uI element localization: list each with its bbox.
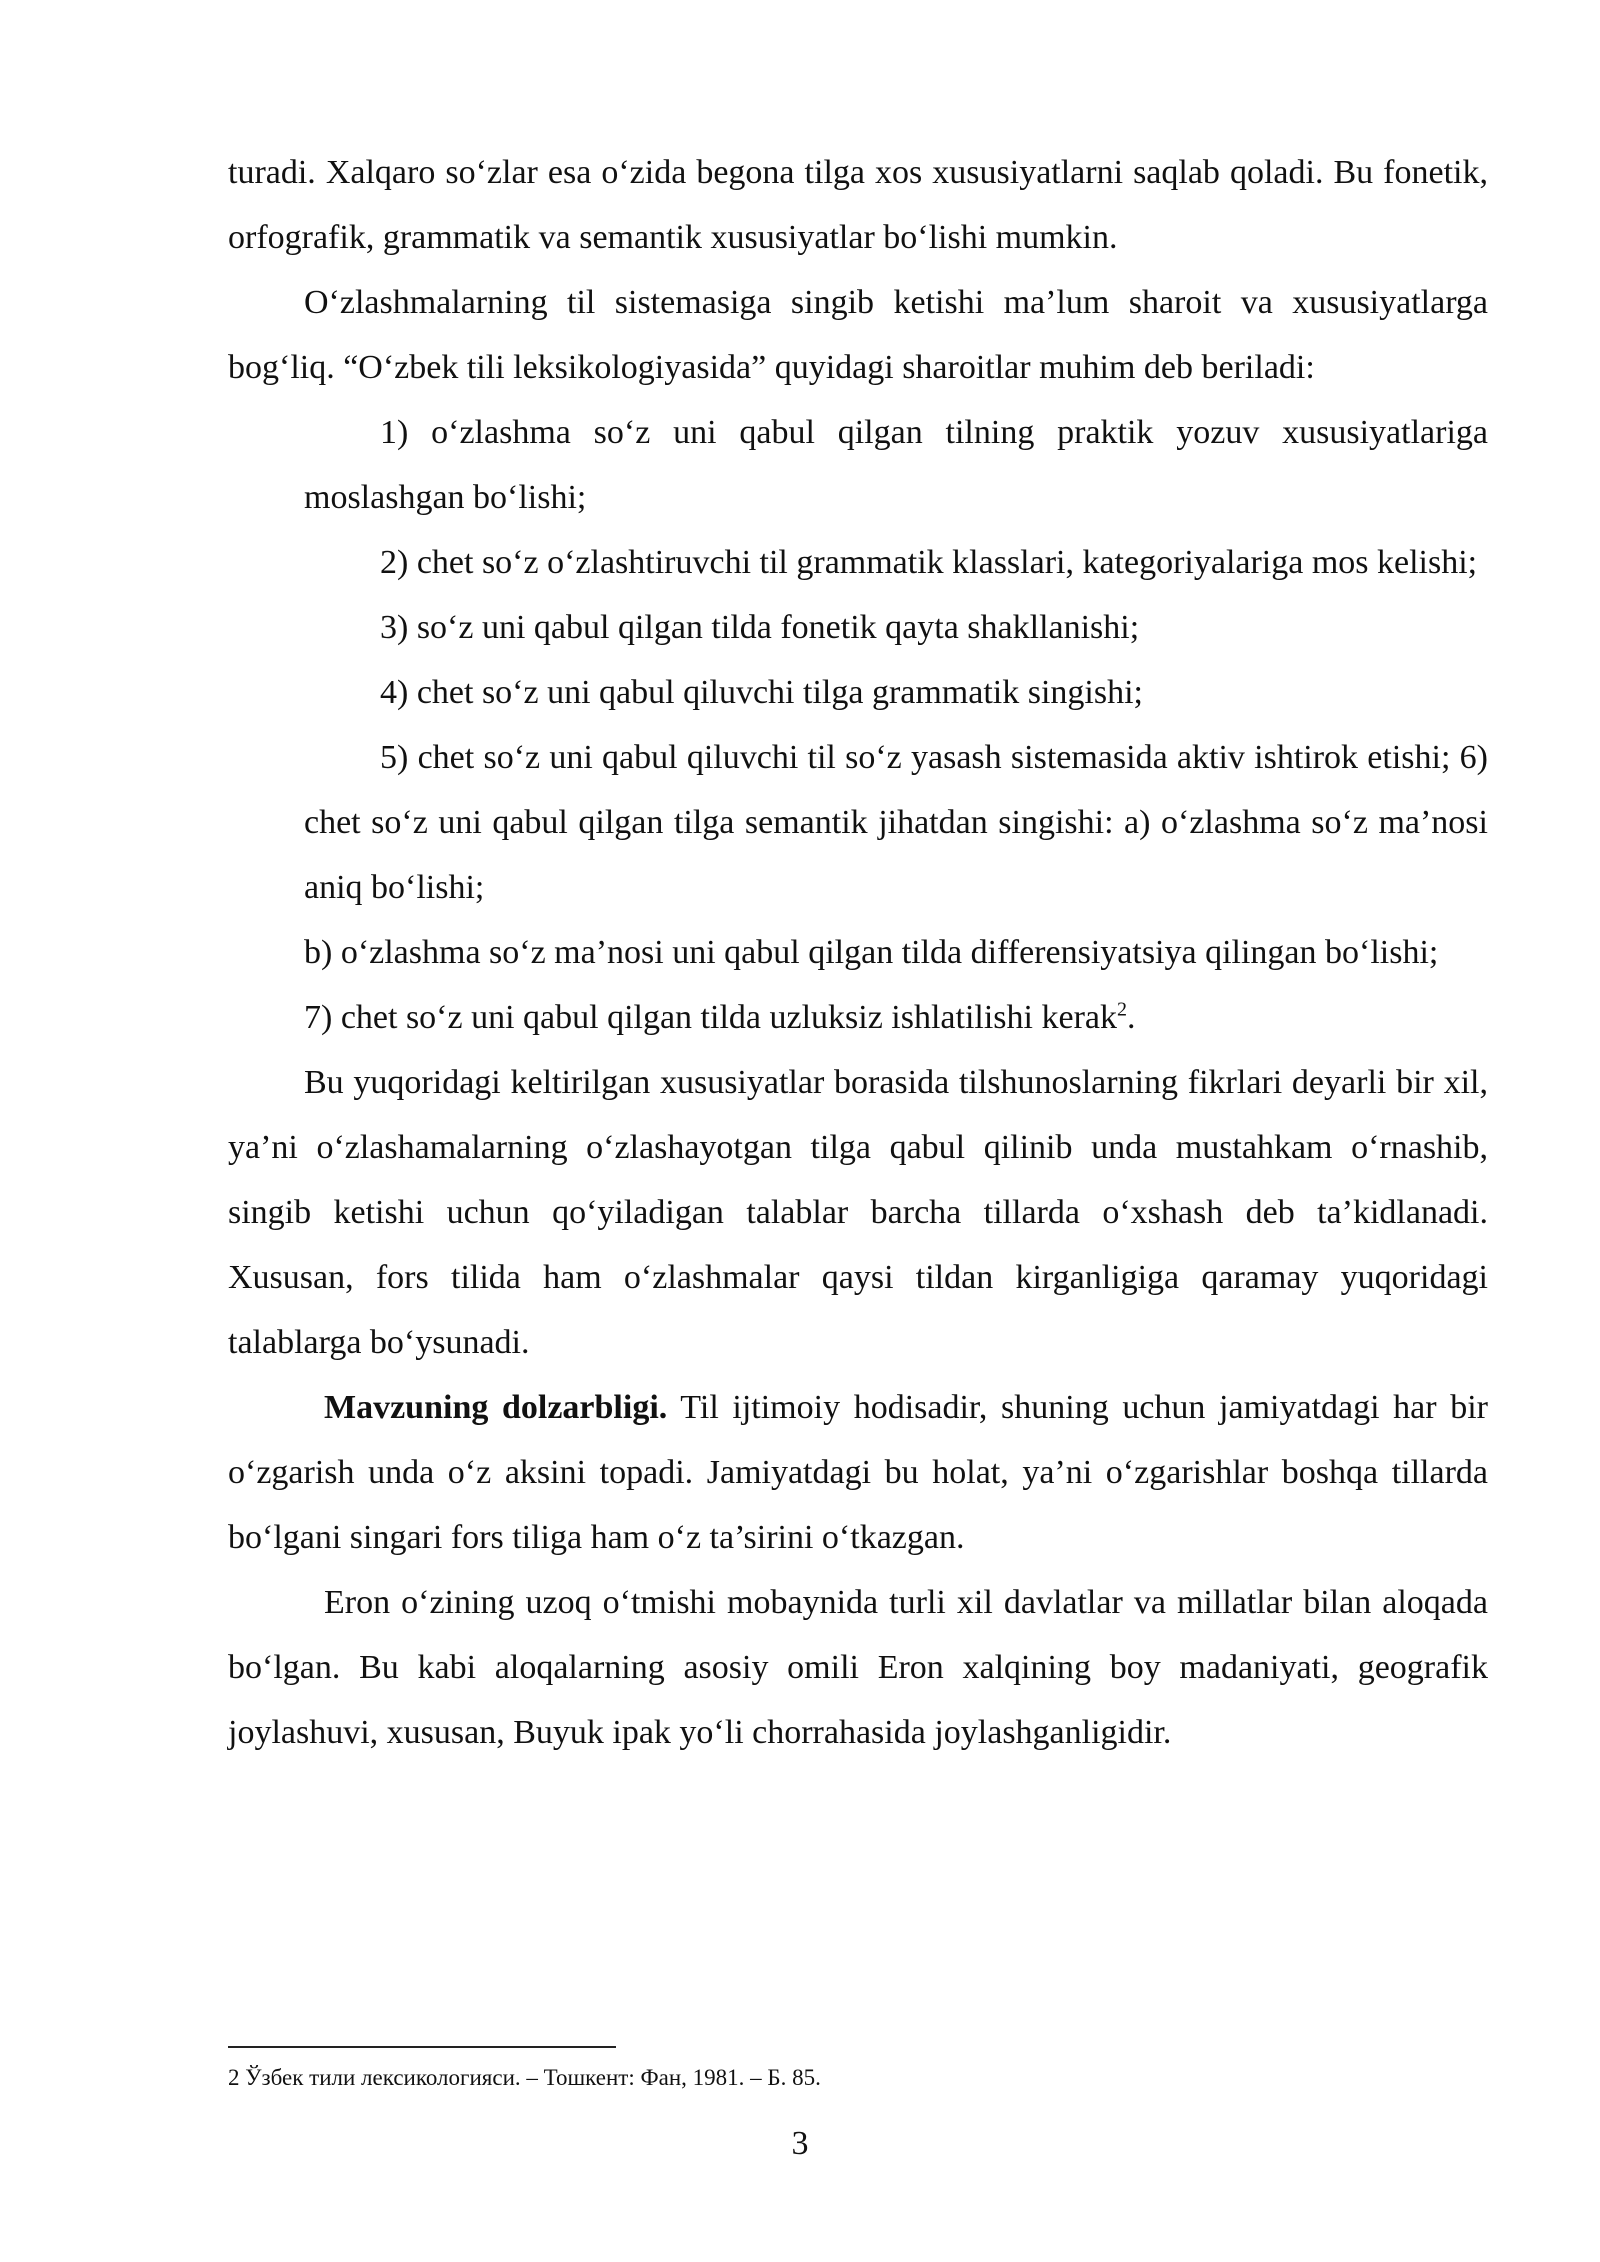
list-item-7-text: 7) chet so‘z uni qabul qilgan tilda uzluksiz ishlatilishi kerak bbox=[304, 999, 1117, 1036]
paragraph-summary: Bu yuqoridagi keltirilgan xususiyatlar borasida tilshunoslarning fikrlari deyarli bir xil, ya’ni o‘zlashamalarning o‘zlashayotgan tilga qabul qilinib unda mustahkam o‘rnashib, singib ketishi uchun qo‘yiladigan talablar barcha tillarda o‘xshash deb ta’kidlanadi. Xususan, fors tilida ham o‘zlashmalar qaysi tildan kirganligiga qaramay yuqoridagi talablarga bo‘ysunadi. bbox=[228, 1064, 1488, 1361]
page-body bbox=[228, 140, 1488, 1765]
list-item-4: 4) chet so‘z uni qabul qiluvchi tilga grammatik singishi; bbox=[380, 674, 1143, 711]
page-number: 3 bbox=[791, 2125, 809, 2162]
list-item-3: 3) so‘z uni qabul qilgan tilda fonetik qayta shakllanishi; bbox=[380, 609, 1140, 646]
list-item-1: 1) o‘zlashma so‘z uni qabul qilgan tilning praktik yozuv xususiyatlariga moslashgan bo‘lishi; bbox=[304, 414, 1488, 516]
footnote-separator bbox=[228, 2046, 616, 2048]
list-item-7-end: . bbox=[1126, 999, 1136, 1036]
relevance-text: Til ijtimoiy hodisadir, shuning uchun jamiyatdagi har bir o‘zgarish unda o‘z aksini topadi. Jamiyatdagi bu holat, ya’ni o‘zgarishlar boshqa tillarda bo‘lgani singari fors tiliga ham o‘z ta’sirini o‘tkazgan. bbox=[228, 1389, 1488, 1556]
paragraph-iran: Eron o‘zining uzoq o‘tmishi mobaynida turli xil davlatlar va millatlar bilan aloqada bo‘lgan. Bu kabi aloqalarning asosiy omili Eron xalqining boy madaniyati, geografik joylashuvi, xususan, Buyuk ipak yo‘li chorrahasida joylashganligidir. bbox=[228, 1584, 1488, 1751]
list-item-5: 5) chet so‘z uni qabul qiluvchi til so‘z yasash sistemasida aktiv ishtirok etishi; 6) chet so‘z uni qabul qilgan tilga semantik jihatdan singishi: a) o‘zlashma so‘z ma’nosi aniq bo‘lishi; bbox=[304, 739, 1488, 906]
footnote: 2 Ўзбек тили лексикологияси. – Тошкент: Фан, 1981. – Б. 85. bbox=[228, 2065, 821, 2090]
paragraph-conditions-intro: O‘zlashmalarning til sistemasiga singib ketishi ma’lum sharoit va xususiyatlarga bog‘liq. “O‘zbek tili leksikologiyasida” quyidagi sharoitlar muhim deb beriladi: bbox=[228, 284, 1488, 386]
footnote-ref[interactable]: 2 bbox=[1116, 998, 1127, 1021]
paragraph-continuation: turadi. Xalqaro so‘zlar esa o‘zida begona tilga xos xususiyatlarni saqlab qoladi. Bu fonetik, orfografik, grammatik va semantik xususiyatlar bo‘lishi mumkin. bbox=[228, 154, 1488, 256]
list-item-7 bbox=[228, 985, 1488, 1050]
list-item-2: 2) chet so‘z o‘zlashtiruvchi til grammatik klasslari, kategoriyalariga mos kelishi; bbox=[380, 544, 1478, 581]
paragraph-relevance bbox=[228, 1375, 1488, 1570]
list-item-b: b) o‘zlashma so‘z ma’nosi uni qabul qilgan tilda differensiyatsiya qilingan bo‘lishi; bbox=[304, 934, 1439, 971]
relevance-heading: Mavzuning dolzarbligi. bbox=[324, 1389, 668, 1426]
